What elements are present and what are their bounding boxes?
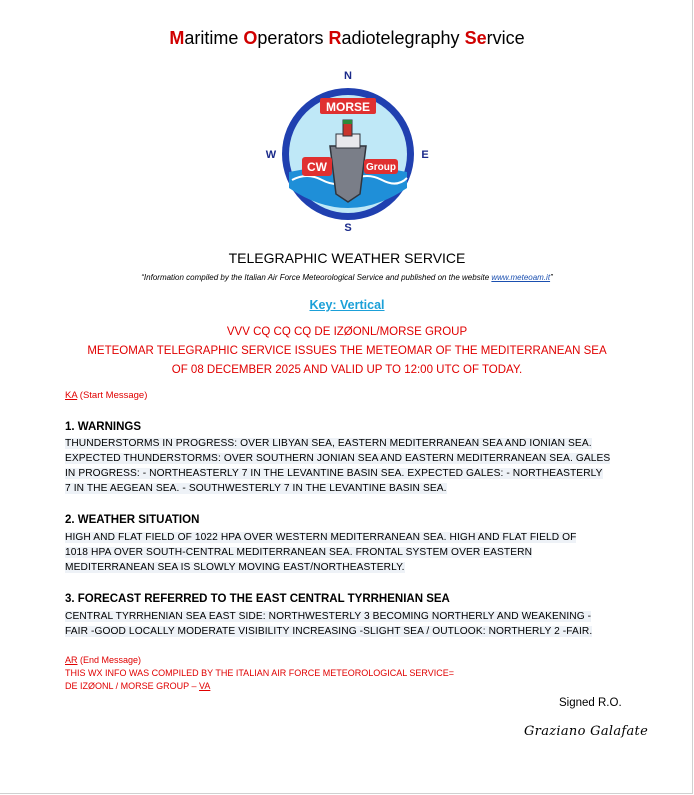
- ka-code: KA: [65, 390, 78, 401]
- handwritten-signature: Graziano Galafate: [524, 724, 649, 739]
- ka-label: (Start Message): [77, 390, 148, 401]
- section-heading-warnings: 1. WARNINGS: [65, 421, 142, 433]
- closing-line-2: THIS WX INFO WAS COMPILED BY THE ITALIAN AIR FORCE METEOROLOGICAL SERVICE=: [65, 668, 454, 678]
- morse-cw-group-logo: [262, 68, 434, 234]
- ship-funnel-top: [343, 120, 352, 124]
- page-title: [0, 28, 694, 49]
- warnings-line: 7 IN THE AEGEAN SEA. - SOUTHWESTERLY 7 IN THE LEVANTINE BASIN SEA.: [65, 483, 447, 494]
- compiled-note-prefix: “Information compiled by the Italian Air Force Meteorological Service and published on the website: [141, 273, 492, 282]
- title-part: rvice: [486, 28, 525, 48]
- ka-start-message: [65, 390, 147, 401]
- intro-line-3: OF 08 DECEMBER 2025 AND VALID UP TO 12:00 UTC OF TODAY.: [171, 364, 523, 376]
- warnings-line: IN PROGRESS: - NORTHEASTERLY 7 IN THE LEVANTINE BASIN SEA. EXPECTED GALES: - NORTHEASTERLY: [65, 468, 603, 479]
- title-part: adiotelegraphy: [341, 28, 465, 48]
- warnings-line: THUNDERSTORMS IN PROGRESS: OVER LIBYAN SEA, EASTERN MEDITERRANEAN SEA AND IONIAN SEA.: [65, 438, 592, 449]
- intro-line-2: METEOMAR TELEGRAPHIC SERVICE ISSUES THE METEOMAR OF THE MEDITERRANEAN SEA: [87, 345, 607, 357]
- service-title: TELEGRAPHIC WEATHER SERVICE: [228, 250, 466, 266]
- section-body-warnings: [65, 436, 630, 496]
- title-part: Se: [464, 28, 487, 48]
- title-part: aritime: [184, 28, 244, 48]
- compass-w: W: [265, 149, 277, 161]
- compass-s: S: [344, 222, 352, 234]
- intro-line-1: VVV CQ CQ CQ DE IZØONL/MORSE GROUP: [226, 326, 468, 338]
- compass-e: E: [421, 149, 429, 161]
- compiled-note-suffix: ”: [550, 273, 553, 282]
- title-part: R: [328, 28, 342, 48]
- warnings-line: EXPECTED THUNDERSTORMS: OVER SOUTHERN JONIAN SEA AND EASTERN MEDITERRANEAN SEA. GALES: [65, 453, 611, 464]
- signed-label: Signed R.O.: [559, 697, 622, 709]
- compass-n: N: [344, 70, 352, 82]
- compiled-note: [0, 273, 694, 282]
- forecast-line: CENTRAL TYRRHENIAN SEA EAST SIDE: NORTHWESTERLY 3 BECOMING NORTHERLY AND WEAKENING -: [65, 611, 592, 622]
- title-part: M: [169, 28, 185, 48]
- key-label: Key: Vertical: [309, 298, 385, 312]
- va-code: VA: [199, 681, 211, 691]
- title-part: O: [243, 28, 258, 48]
- ship-hull: [330, 146, 366, 202]
- meteoam-link[interactable]: www.meteoam.it: [491, 273, 551, 282]
- closing-line-3: DE IZØONL / MORSE GROUP –: [65, 681, 200, 691]
- forecast-line: FAIR -GOOD LOCALLY MODERATE VISIBILITY INCREASING -SLIGHT SEA / OUTLOOK: NORTHERLY 2 -FAIR.: [65, 626, 593, 637]
- weather-line: HIGH AND FLAT FIELD OF 1022 HPA OVER WESTERN MEDITERRANEAN SEA. HIGH AND FLAT FIELD OF: [65, 532, 577, 543]
- weather-line: MEDITERRANEAN SEA IS SLOWLY MOVING EAST/NORTHEASTERLY.: [65, 562, 405, 573]
- section-heading-forecast: 3. FORECAST REFERRED TO THE EAST CENTRAL TYRRHENIAN SEA: [65, 593, 450, 605]
- ar-label: (End Message): [77, 655, 142, 665]
- section-heading-weather: 2. WEATHER SITUATION: [65, 514, 200, 526]
- section-body-forecast: [65, 609, 630, 639]
- cw-badge-text: CW: [307, 160, 327, 174]
- weather-line: 1018 HPA OVER SOUTH-CENTRAL MEDITERRANEAN SEA. FRONTAL SYSTEM OVER EASTERN: [65, 547, 533, 558]
- section-body-weather: [65, 530, 630, 575]
- title-part: perators: [257, 28, 329, 48]
- group-badge-text: Group: [366, 162, 396, 173]
- ar-code: AR: [65, 655, 78, 665]
- logo-banner-text: MORSE: [325, 100, 371, 114]
- closing-block: [65, 654, 454, 693]
